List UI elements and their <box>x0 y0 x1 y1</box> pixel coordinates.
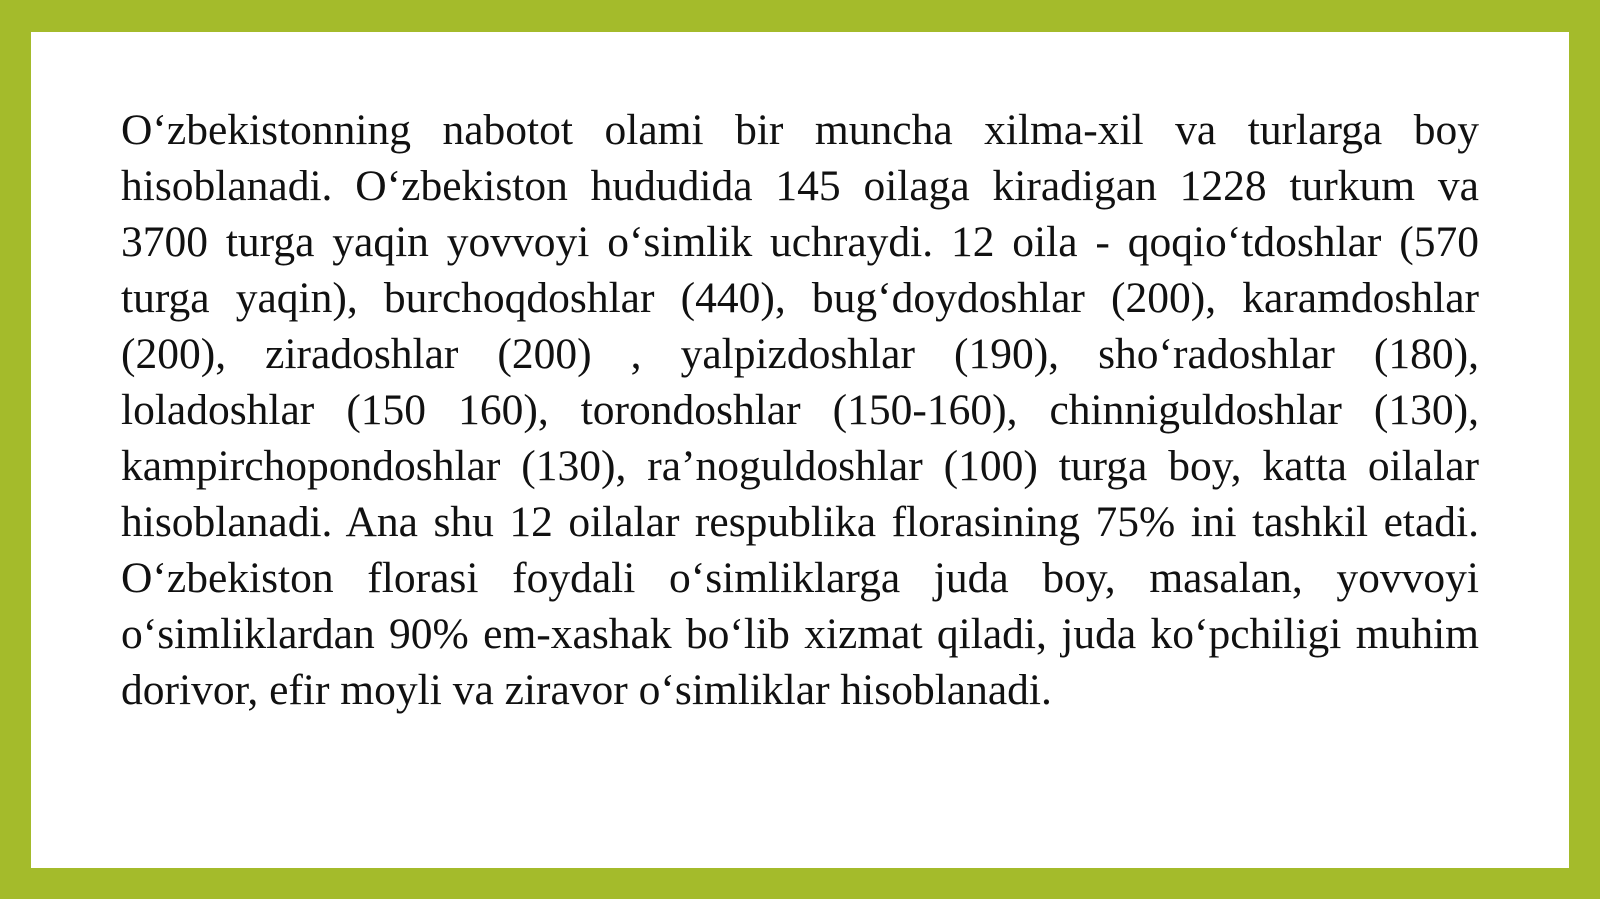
slide-content-area <box>31 32 1569 868</box>
slide-paragraph: O‘zbekistonning nabotot olami bir muncha xilma-xil va turlarga boy hisoblanadi. O‘zbekiston hududida 145 oilaga kiradigan 1228 turkum va 3700 turga yaqin yovvoyi o‘simlik uchraydi. 12 oila - qoqio‘tdoshlar (570 turga yaqin), burchoqdoshlar (440), bug‘doydoshlar (200), karamdoshlar (200), ziradoshlar (200) , yalpizdoshlar (190), sho‘radoshlar (180), loladoshlar (150 160), torondoshlar (150-160), chinniguldoshlar (130), kampirchopondoshlar (130), ra’noguldoshlar (100) turga boy, katta oilalar hisoblanadi. Ana shu 12 oilalar respublika florasining 75% ini tashkil etadi. O‘zbekiston florasi foydali o‘simliklarga juda boy, masalan, yovvoyi o‘simliklardan 90% em-xashak bo‘lib xizmat qiladi, juda ko‘pchiligi muhim dorivor, efir moyli va ziravor o‘simliklar hisoblanadi. <box>121 106 1479 714</box>
